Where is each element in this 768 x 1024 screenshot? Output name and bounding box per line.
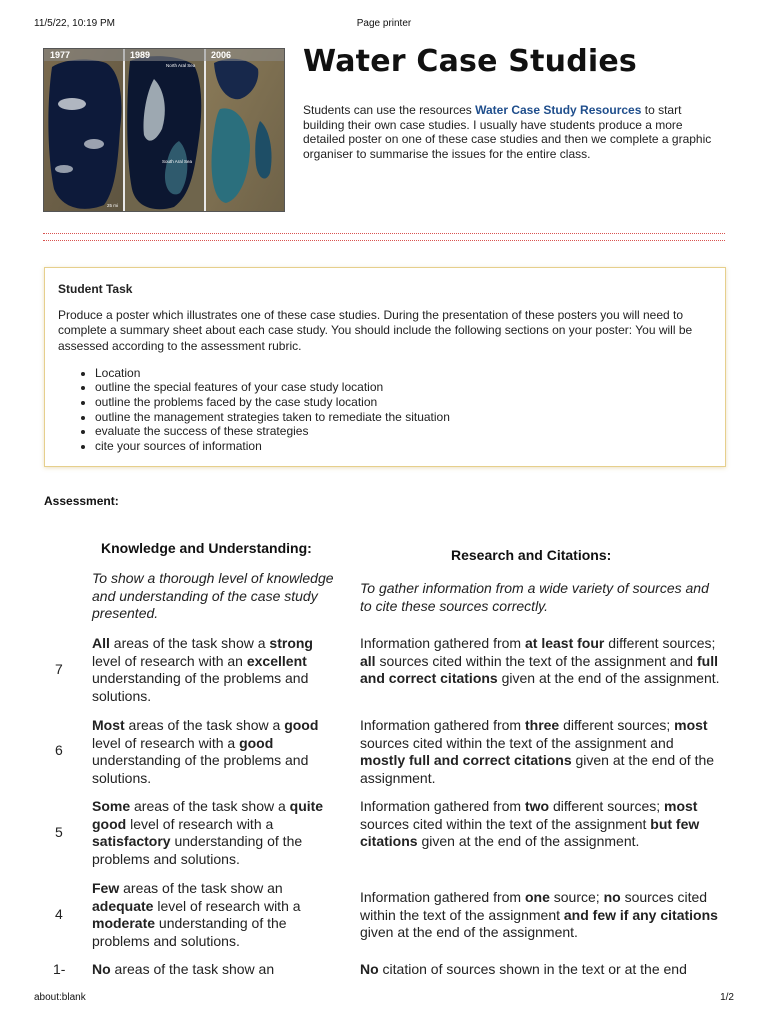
print-footer	[34, 992, 734, 1006]
col-desc-research: To gather information from a wide variety of sources and to cite these sources correctly.	[360, 580, 709, 614]
emphasis-text: Few	[92, 880, 120, 896]
page-title: Water Case Studies	[303, 44, 637, 79]
rubric-cell-ku	[92, 635, 344, 705]
emphasis-text: good	[284, 717, 319, 733]
task-heading: Student Task	[58, 282, 133, 296]
rubric-text: understanding of the problems and solutions.	[92, 752, 309, 786]
rubric-text: sources cited within the text of the assignment and	[360, 734, 674, 751]
rubric-text: different sources;	[549, 798, 665, 814]
score-cell: 1-	[53, 961, 66, 977]
rubric-text: source;	[549, 889, 604, 905]
emphasis-text: three	[524, 717, 560, 733]
emphasis-text: two	[524, 798, 550, 814]
rubric-cell-ku	[92, 961, 344, 979]
resources-link[interactable]: Water Case Study Resources	[475, 103, 642, 117]
rubric-text: areas of the task show an	[119, 880, 283, 896]
emphasis-text: all	[360, 652, 376, 669]
col-desc-knowledge: To show a thorough level of knowledge and understanding of the case study presented.	[92, 570, 334, 622]
emphasis-text: one	[524, 889, 550, 905]
divider-bottom	[43, 240, 725, 241]
task-list-item: • outline the special features of your case study location	[95, 380, 711, 395]
emphasis-text: moderate	[92, 915, 156, 932]
print-page-title: Page printer	[356, 18, 412, 29]
emphasis-text: at least four	[524, 635, 605, 651]
rubric-text: given at the end of the assignment.	[360, 924, 578, 941]
score-cell: 7	[55, 661, 63, 677]
rubric-text: given at the end of the assignment.	[360, 752, 715, 786]
rubric-text: understanding of the problems and solutions.	[92, 915, 287, 949]
rubric-text: different sources;	[604, 635, 716, 651]
rubric-text: sources cited within the text of the assignment and	[375, 652, 697, 669]
emphasis-text: adequate	[92, 897, 154, 914]
print-page-number: 1/2	[720, 992, 734, 1003]
scale-label: 25 mi	[107, 203, 119, 208]
emphasis-text: quite good	[92, 798, 324, 832]
task-body: Produce a poster which illustrates one of these case studies. During the presentation of these posters you will need to complete a summary sheet about each case study. You should include the following sections on your poster: You will be assessed according to the assessment rubric.	[58, 308, 693, 353]
rubric-text: given at the end of the assignment.	[417, 833, 640, 850]
print-timestamp: 11/5/22, 10:19 PM	[34, 18, 115, 29]
task-list-item: • Location	[95, 366, 711, 381]
aral-sea-satellite-image	[43, 48, 285, 212]
rubric-text: sources cited within the text of the assignment	[360, 815, 651, 832]
task-list-item: • outline the problems faced by the case study location	[95, 395, 711, 410]
rubric-text: Information gathered from	[360, 798, 525, 814]
year-label-1989: 1989	[130, 50, 151, 60]
emphasis-text: No	[360, 961, 379, 977]
intro-text-after: to start building their own case studies. I usually have students produce a more detailed poster on one of these case studies and then we complete a graphic organiser to summarise the issues for the entire class.	[303, 103, 712, 161]
emphasis-text: Most	[92, 717, 125, 733]
rubric-text: Information gathered from	[360, 717, 525, 733]
rubric-cell-ku	[92, 717, 344, 787]
emphasis-text: No	[92, 961, 111, 977]
emphasis-text: but few citations	[360, 815, 700, 850]
rubric-text: given at the end of the assignment.	[497, 670, 720, 687]
emphasis-text: All	[92, 635, 110, 651]
rubric-text: areas of the task show an	[110, 961, 275, 977]
emphasis-text: strong	[269, 635, 313, 651]
task-list-item: • cite your sources of information	[95, 439, 711, 454]
assessment-label: Assessment:	[44, 494, 119, 508]
print-header	[34, 18, 734, 32]
emphasis-text: satisfactory	[92, 833, 171, 850]
emphasis-text: good	[239, 734, 274, 751]
emphasis-text: most	[674, 717, 708, 733]
rubric-text: level of research with a	[126, 815, 274, 832]
rubric-cell-ku	[92, 880, 344, 950]
rubric-text: level of research with a	[92, 734, 240, 751]
intro-text-before: Students can use the resources	[303, 103, 476, 117]
emphasis-text: and few if any citations	[563, 906, 718, 923]
emphasis-text: full and correct citations	[360, 652, 718, 687]
task-list-item: • outline the management strategies taken to remediate the situation	[95, 410, 711, 425]
year-label-1977: 1977	[50, 50, 71, 60]
rubric-text: areas of the task show a	[124, 717, 285, 733]
rubric-text: areas of the task show a	[130, 798, 290, 814]
score-cell: 6	[55, 742, 63, 758]
rubric-text: understanding of the problems and solutions.	[92, 670, 309, 704]
rubric-cell-rc	[360, 717, 720, 787]
task-list	[95, 366, 711, 454]
student-task-box	[44, 267, 726, 467]
score-cell: 5	[55, 824, 63, 840]
rubric-text: citation of sources shown in the text or at the end	[378, 961, 687, 977]
caption-south-aral: South Aral Sea	[162, 159, 193, 164]
task-list-item: • evaluate the success of these strategies	[95, 424, 711, 439]
intro-paragraph	[303, 103, 723, 161]
rubric-text: level of research with a	[153, 897, 301, 914]
rubric-cell-rc	[360, 635, 720, 688]
rubric-cell-rc	[360, 961, 720, 979]
rubric-cell-rc	[360, 798, 720, 851]
emphasis-text: most	[664, 798, 698, 814]
rubric-text: sources cited within the text of the assignment	[360, 889, 708, 923]
score-cell: 4	[55, 906, 63, 922]
rubric-text: understanding of the problems and solutions.	[92, 833, 303, 867]
print-url: about:blank	[34, 992, 86, 1003]
emphasis-text: mostly full and correct citations	[360, 752, 572, 769]
year-label-2006: 2006	[211, 50, 232, 60]
emphasis-text: excellent	[246, 652, 307, 669]
divider-top	[43, 233, 725, 234]
col-header-research: Research and Citations:	[451, 547, 612, 563]
rubric-cell-ku	[92, 798, 344, 868]
emphasis-text: no	[603, 889, 621, 905]
rubric-text: areas of the task show a	[109, 635, 270, 651]
emphasis-text: Some	[92, 798, 131, 814]
rubric-text: different sources;	[559, 717, 675, 733]
rubric-cell-rc	[360, 889, 720, 942]
col-header-knowledge: Knowledge and Understanding:	[101, 540, 312, 556]
rubric-text: Information gathered from	[360, 889, 525, 905]
rubric-text: Information gathered from	[360, 635, 525, 651]
rubric-text: level of research with an	[92, 652, 247, 669]
caption-north-aral: North Aral Sea	[166, 63, 196, 68]
